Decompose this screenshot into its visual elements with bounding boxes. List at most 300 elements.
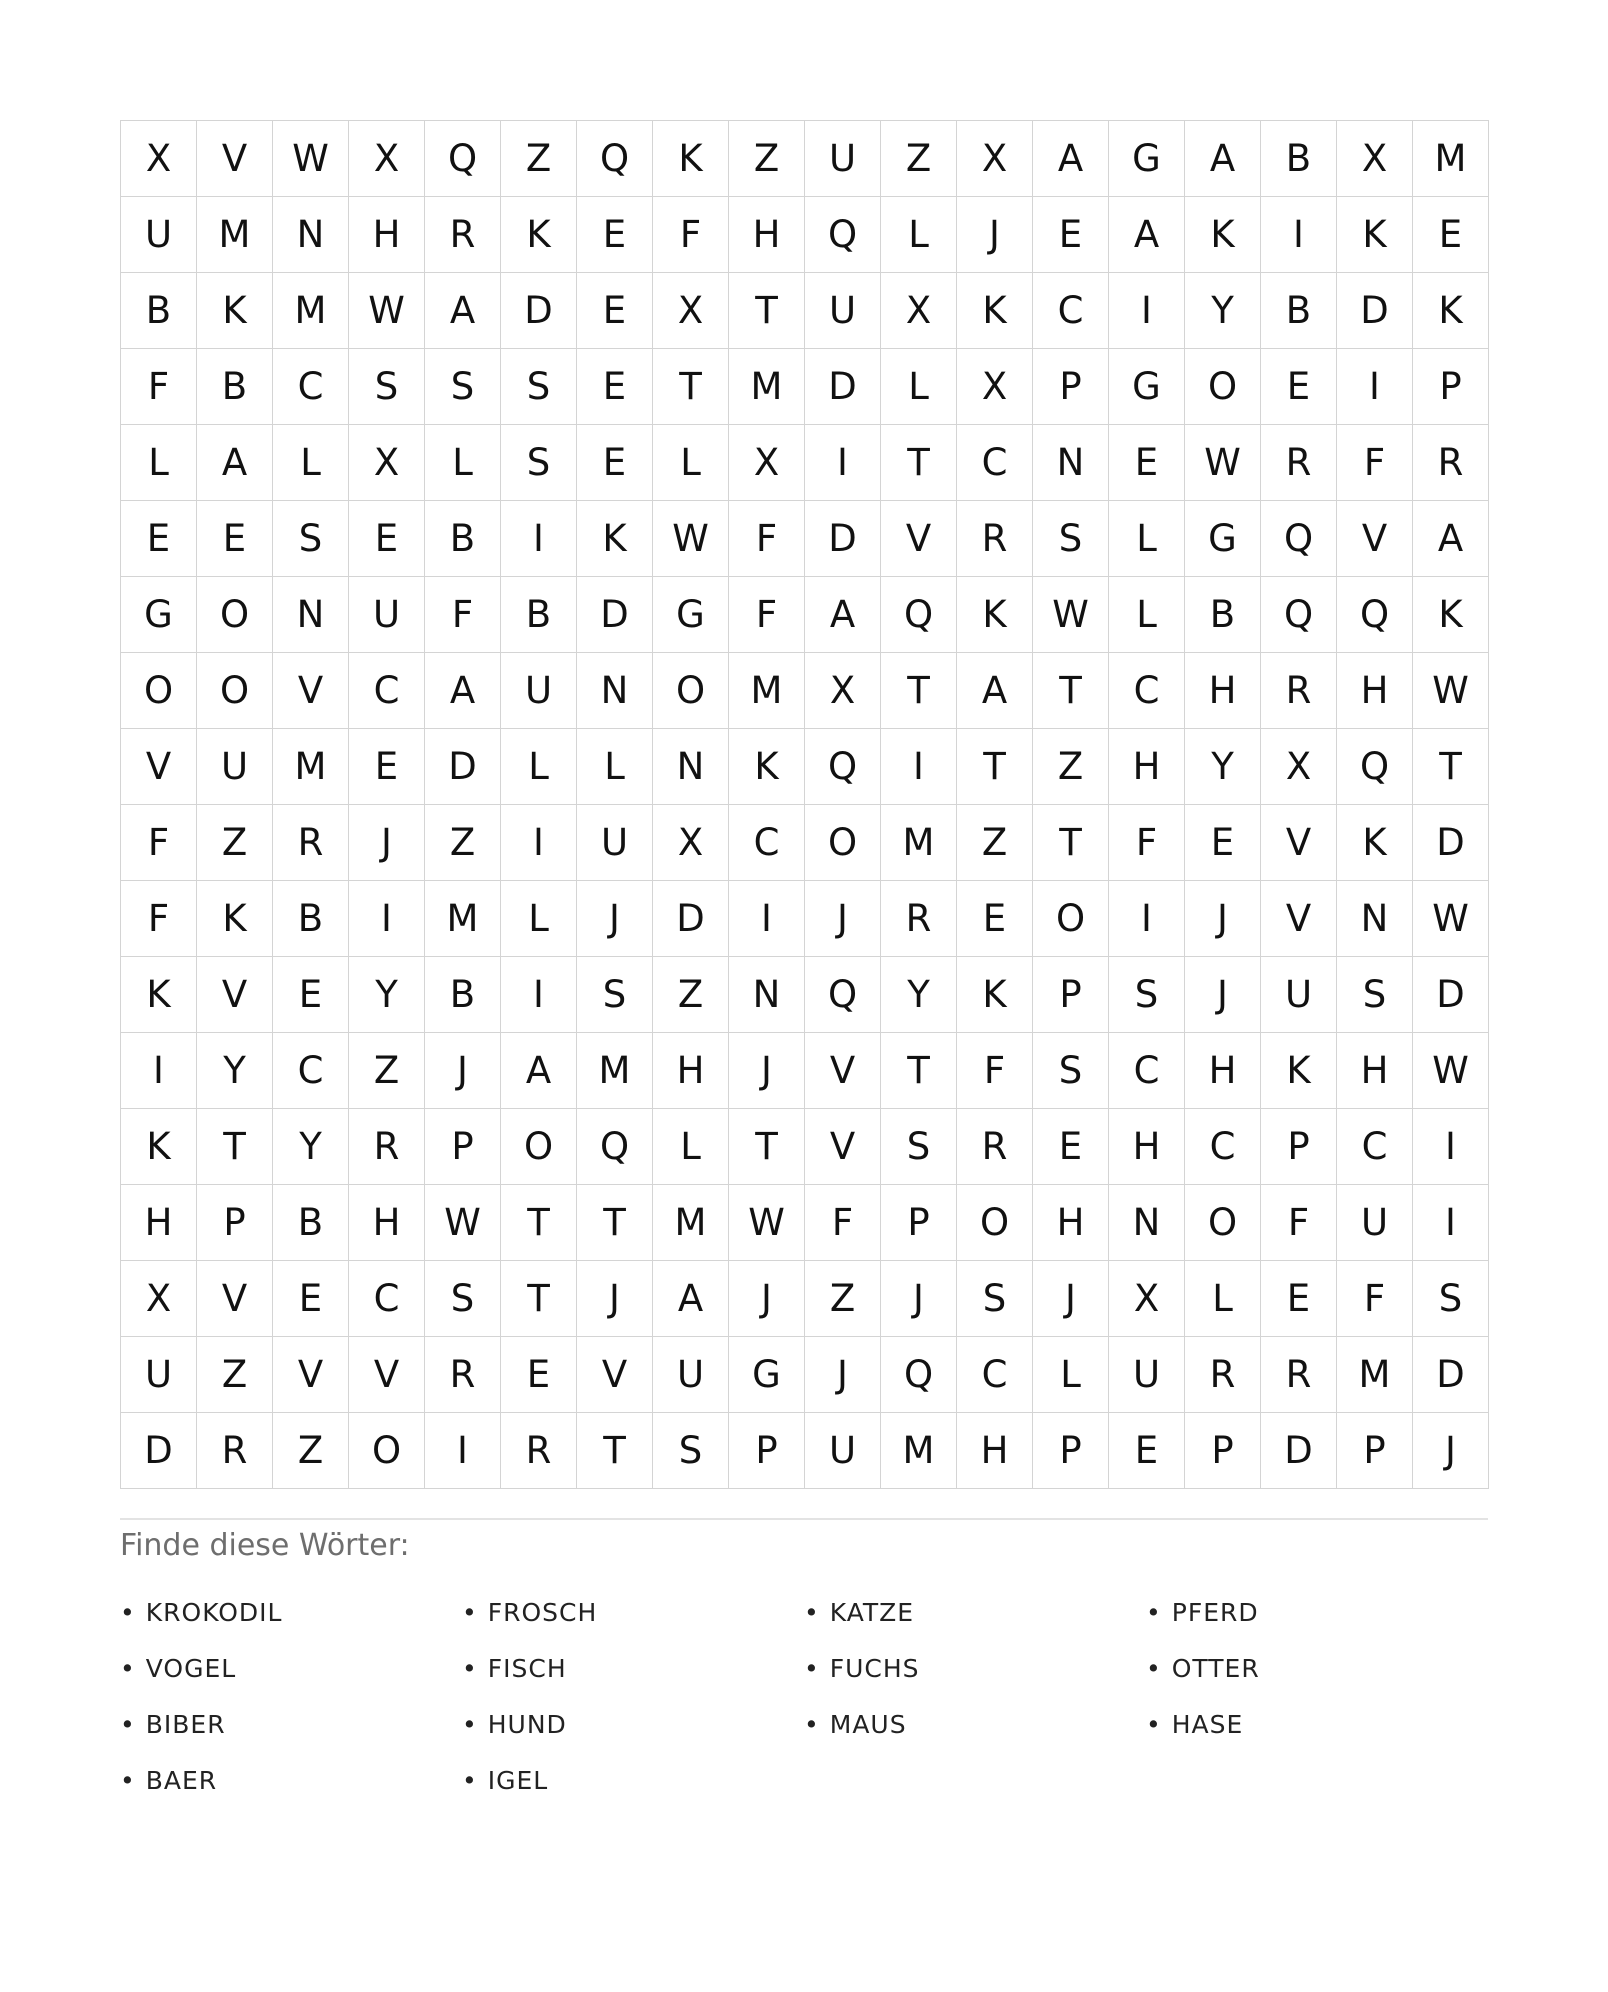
grid-cell[interactable]: X [805,653,881,729]
grid-cell[interactable]: Z [349,1033,425,1109]
grid-cell[interactable]: L [653,425,729,501]
grid-cell[interactable]: C [1337,1109,1413,1185]
grid-cell[interactable]: Z [653,957,729,1033]
grid-cell[interactable]: P [729,1413,805,1489]
grid-cell[interactable]: N [729,957,805,1033]
grid-cell[interactable]: Y [1185,273,1261,349]
grid-cell[interactable]: D [805,349,881,425]
grid-cell[interactable]: S [349,349,425,425]
grid-cell[interactable]: T [881,1033,957,1109]
grid-cell[interactable]: D [1413,1337,1489,1413]
grid-cell[interactable]: S [1033,1033,1109,1109]
grid-cell[interactable]: E [1413,197,1489,273]
grid-cell[interactable]: W [349,273,425,349]
grid-cell[interactable]: T [881,425,957,501]
grid-cell[interactable]: U [197,729,273,805]
grid-cell[interactable]: B [1261,273,1337,349]
grid-cell[interactable]: L [501,729,577,805]
grid-cell[interactable]: T [957,729,1033,805]
grid-cell[interactable]: M [1413,121,1489,197]
grid-cell[interactable]: T [577,1185,653,1261]
grid-cell[interactable]: V [273,653,349,729]
grid-cell[interactable]: Z [957,805,1033,881]
grid-cell[interactable]: E [273,957,349,1033]
grid-cell[interactable]: B [501,577,577,653]
grid-cell[interactable]: P [1337,1413,1413,1489]
grid-cell[interactable]: P [425,1109,501,1185]
grid-cell[interactable]: K [957,273,1033,349]
grid-cell[interactable]: Q [577,1109,653,1185]
grid-cell[interactable]: R [425,197,501,273]
grid-cell[interactable]: I [121,1033,197,1109]
grid-cell[interactable]: E [349,501,425,577]
grid-cell[interactable]: R [425,1337,501,1413]
grid-cell[interactable]: J [805,1337,881,1413]
grid-cell[interactable]: K [957,577,1033,653]
grid-cell[interactable]: P [1033,1413,1109,1489]
grid-cell[interactable]: J [957,197,1033,273]
grid-cell[interactable]: L [653,1109,729,1185]
grid-cell[interactable]: X [349,425,425,501]
grid-cell[interactable]: E [577,273,653,349]
grid-cell[interactable]: J [577,881,653,957]
grid-cell[interactable]: H [1337,653,1413,729]
grid-cell[interactable]: Q [1261,501,1337,577]
grid-cell[interactable]: H [729,197,805,273]
grid-cell[interactable]: X [349,121,425,197]
grid-cell[interactable]: V [1337,501,1413,577]
grid-cell[interactable]: X [121,121,197,197]
grid-cell[interactable]: B [273,881,349,957]
grid-cell[interactable]: Q [805,957,881,1033]
grid-cell[interactable]: E [1109,425,1185,501]
grid-cell[interactable]: L [577,729,653,805]
grid-cell[interactable]: Q [577,121,653,197]
grid-cell[interactable]: X [1109,1261,1185,1337]
grid-cell[interactable]: D [121,1413,197,1489]
grid-cell[interactable]: D [577,577,653,653]
grid-cell[interactable]: A [501,1033,577,1109]
grid-cell[interactable]: L [501,881,577,957]
grid-cell[interactable]: W [729,1185,805,1261]
grid-cell[interactable]: C [349,1261,425,1337]
grid-cell[interactable]: P [1033,957,1109,1033]
grid-cell[interactable]: P [1261,1109,1337,1185]
grid-cell[interactable]: Z [501,121,577,197]
grid-cell[interactable]: L [1109,577,1185,653]
grid-cell[interactable]: E [121,501,197,577]
grid-cell[interactable]: D [1413,957,1489,1033]
grid-cell[interactable]: I [805,425,881,501]
grid-cell[interactable]: B [1261,121,1337,197]
grid-cell[interactable]: R [1261,425,1337,501]
grid-cell[interactable]: R [1413,425,1489,501]
grid-cell[interactable]: T [653,349,729,425]
grid-cell[interactable]: L [121,425,197,501]
grid-cell[interactable]: W [273,121,349,197]
grid-cell[interactable]: B [273,1185,349,1261]
grid-cell[interactable]: M [729,653,805,729]
grid-cell[interactable]: D [805,501,881,577]
grid-cell[interactable]: G [653,577,729,653]
grid-cell[interactable]: R [197,1413,273,1489]
grid-cell[interactable]: B [121,273,197,349]
grid-cell[interactable]: X [121,1261,197,1337]
grid-cell[interactable]: E [1185,805,1261,881]
grid-cell[interactable]: M [273,729,349,805]
grid-cell[interactable]: I [729,881,805,957]
grid-cell[interactable]: S [653,1413,729,1489]
grid-cell[interactable]: S [273,501,349,577]
grid-cell[interactable]: F [1109,805,1185,881]
grid-cell[interactable]: Z [1033,729,1109,805]
grid-cell[interactable]: A [425,653,501,729]
grid-cell[interactable]: R [349,1109,425,1185]
grid-cell[interactable]: B [197,349,273,425]
grid-cell[interactable]: A [805,577,881,653]
grid-cell[interactable]: E [957,881,1033,957]
grid-cell[interactable]: C [273,349,349,425]
grid-cell[interactable]: O [197,653,273,729]
grid-cell[interactable]: W [653,501,729,577]
grid-cell[interactable]: U [121,197,197,273]
grid-cell[interactable]: D [425,729,501,805]
grid-cell[interactable]: D [1413,805,1489,881]
grid-cell[interactable]: Q [805,197,881,273]
grid-cell[interactable]: P [1413,349,1489,425]
grid-cell[interactable]: F [1337,1261,1413,1337]
grid-cell[interactable]: F [957,1033,1033,1109]
grid-cell[interactable]: Y [881,957,957,1033]
grid-cell[interactable]: S [1109,957,1185,1033]
grid-cell[interactable]: X [1261,729,1337,805]
grid-cell[interactable]: O [501,1109,577,1185]
grid-cell[interactable]: M [273,273,349,349]
grid-cell[interactable]: G [1109,121,1185,197]
grid-cell[interactable]: T [577,1413,653,1489]
grid-cell[interactable]: U [349,577,425,653]
grid-cell[interactable]: C [729,805,805,881]
grid-cell[interactable]: M [425,881,501,957]
grid-cell[interactable]: R [881,881,957,957]
grid-cell[interactable]: C [1109,1033,1185,1109]
grid-cell[interactable]: A [1413,501,1489,577]
grid-cell[interactable]: L [1185,1261,1261,1337]
grid-cell[interactable]: C [349,653,425,729]
grid-cell[interactable]: I [349,881,425,957]
grid-cell[interactable]: T [729,1109,805,1185]
grid-cell[interactable]: K [197,273,273,349]
grid-cell[interactable]: Z [273,1413,349,1489]
grid-cell[interactable]: Q [881,1337,957,1413]
grid-cell[interactable]: I [1413,1185,1489,1261]
grid-cell[interactable]: W [1413,653,1489,729]
grid-cell[interactable]: T [1033,805,1109,881]
grid-cell[interactable]: O [957,1185,1033,1261]
grid-cell[interactable]: L [1033,1337,1109,1413]
grid-cell[interactable]: U [653,1337,729,1413]
grid-cell[interactable]: D [653,881,729,957]
grid-cell[interactable]: A [957,653,1033,729]
grid-cell[interactable]: H [1109,1109,1185,1185]
grid-cell[interactable]: K [1413,273,1489,349]
grid-cell[interactable]: P [881,1185,957,1261]
grid-cell[interactable]: H [653,1033,729,1109]
grid-cell[interactable]: V [273,1337,349,1413]
grid-cell[interactable]: W [1185,425,1261,501]
grid-cell[interactable]: V [121,729,197,805]
grid-cell[interactable]: M [881,805,957,881]
grid-cell[interactable]: G [729,1337,805,1413]
grid-cell[interactable]: H [1337,1033,1413,1109]
grid-cell[interactable]: J [349,805,425,881]
grid-cell[interactable]: H [1109,729,1185,805]
grid-cell[interactable]: B [425,501,501,577]
grid-cell[interactable]: Z [805,1261,881,1337]
grid-cell[interactable]: E [577,425,653,501]
grid-cell[interactable]: A [425,273,501,349]
grid-cell[interactable]: Z [197,1337,273,1413]
grid-cell[interactable]: V [1261,881,1337,957]
grid-cell[interactable]: T [501,1185,577,1261]
grid-cell[interactable]: I [1109,881,1185,957]
grid-cell[interactable]: E [1109,1413,1185,1489]
grid-cell[interactable]: A [653,1261,729,1337]
grid-cell[interactable]: L [881,197,957,273]
grid-cell[interactable]: H [349,197,425,273]
grid-cell[interactable]: E [197,501,273,577]
grid-cell[interactable]: J [1413,1413,1489,1489]
grid-cell[interactable]: J [881,1261,957,1337]
grid-cell[interactable]: J [425,1033,501,1109]
grid-cell[interactable]: J [729,1261,805,1337]
grid-cell[interactable]: P [1033,349,1109,425]
grid-cell[interactable]: K [1185,197,1261,273]
grid-cell[interactable]: K [577,501,653,577]
grid-cell[interactable]: K [957,957,1033,1033]
grid-cell[interactable]: R [501,1413,577,1489]
grid-cell[interactable]: M [577,1033,653,1109]
grid-cell[interactable]: O [805,805,881,881]
grid-cell[interactable]: H [1033,1185,1109,1261]
grid-cell[interactable]: Y [1185,729,1261,805]
grid-cell[interactable]: G [1185,501,1261,577]
grid-cell[interactable]: P [197,1185,273,1261]
grid-cell[interactable]: P [1185,1413,1261,1489]
grid-cell[interactable]: F [653,197,729,273]
grid-cell[interactable]: W [1413,881,1489,957]
grid-cell[interactable]: U [1337,1185,1413,1261]
grid-cell[interactable]: C [1033,273,1109,349]
grid-cell[interactable]: L [881,349,957,425]
grid-cell[interactable]: D [1261,1413,1337,1489]
grid-cell[interactable]: U [805,121,881,197]
grid-cell[interactable]: Z [425,805,501,881]
grid-cell[interactable]: O [121,653,197,729]
grid-cell[interactable]: K [729,729,805,805]
grid-cell[interactable]: K [197,881,273,957]
grid-cell[interactable]: M [653,1185,729,1261]
grid-cell[interactable]: I [425,1413,501,1489]
grid-cell[interactable]: X [957,121,1033,197]
grid-cell[interactable]: F [1337,425,1413,501]
grid-cell[interactable]: N [653,729,729,805]
grid-cell[interactable]: A [1109,197,1185,273]
grid-cell[interactable]: U [1109,1337,1185,1413]
grid-cell[interactable]: O [349,1413,425,1489]
grid-cell[interactable]: V [805,1033,881,1109]
grid-cell[interactable]: S [1033,501,1109,577]
grid-cell[interactable]: E [1261,349,1337,425]
grid-cell[interactable]: U [805,1413,881,1489]
grid-cell[interactable]: Z [197,805,273,881]
grid-cell[interactable]: L [1109,501,1185,577]
grid-cell[interactable]: R [957,501,1033,577]
grid-cell[interactable]: X [653,805,729,881]
grid-cell[interactable]: F [425,577,501,653]
grid-cell[interactable]: H [349,1185,425,1261]
grid-cell[interactable]: T [1033,653,1109,729]
grid-cell[interactable]: R [957,1109,1033,1185]
grid-cell[interactable]: W [1033,577,1109,653]
grid-cell[interactable]: S [1413,1261,1489,1337]
grid-cell[interactable]: J [577,1261,653,1337]
grid-cell[interactable]: I [1109,273,1185,349]
grid-cell[interactable]: V [197,1261,273,1337]
grid-cell[interactable]: L [425,425,501,501]
grid-cell[interactable]: H [1185,1033,1261,1109]
grid-cell[interactable]: Z [881,121,957,197]
grid-cell[interactable]: E [273,1261,349,1337]
grid-cell[interactable]: V [197,957,273,1033]
grid-cell[interactable]: G [121,577,197,653]
grid-cell[interactable]: K [1337,805,1413,881]
grid-cell[interactable]: K [653,121,729,197]
grid-cell[interactable]: C [273,1033,349,1109]
grid-cell[interactable]: V [349,1337,425,1413]
grid-cell[interactable]: F [729,577,805,653]
grid-cell[interactable]: O [1033,881,1109,957]
grid-cell[interactable]: E [1033,197,1109,273]
grid-cell[interactable]: T [729,273,805,349]
grid-cell[interactable]: N [273,577,349,653]
grid-cell[interactable]: O [1185,349,1261,425]
grid-cell[interactable]: Y [273,1109,349,1185]
grid-cell[interactable]: O [653,653,729,729]
grid-cell[interactable]: U [121,1337,197,1413]
grid-cell[interactable]: X [729,425,805,501]
grid-cell[interactable]: L [273,425,349,501]
grid-cell[interactable]: C [1185,1109,1261,1185]
grid-cell[interactable]: J [1185,957,1261,1033]
grid-cell[interactable]: V [577,1337,653,1413]
grid-cell[interactable]: D [501,273,577,349]
grid-cell[interactable]: F [729,501,805,577]
grid-cell[interactable]: H [121,1185,197,1261]
grid-cell[interactable]: J [1185,881,1261,957]
grid-cell[interactable]: N [273,197,349,273]
grid-cell[interactable]: X [1337,121,1413,197]
grid-cell[interactable]: R [1261,1337,1337,1413]
grid-cell[interactable]: T [501,1261,577,1337]
grid-cell[interactable]: M [729,349,805,425]
grid-cell[interactable]: I [1337,349,1413,425]
grid-cell[interactable]: K [501,197,577,273]
grid-cell[interactable]: S [425,1261,501,1337]
grid-cell[interactable]: T [1413,729,1489,805]
grid-cell[interactable]: C [957,1337,1033,1413]
grid-cell[interactable]: S [881,1109,957,1185]
grid-cell[interactable]: D [1337,273,1413,349]
grid-cell[interactable]: E [349,729,425,805]
grid-cell[interactable]: U [501,653,577,729]
grid-cell[interactable]: E [577,349,653,425]
grid-cell[interactable]: F [121,881,197,957]
grid-cell[interactable]: H [957,1413,1033,1489]
grid-cell[interactable]: F [121,349,197,425]
grid-cell[interactable]: N [577,653,653,729]
grid-cell[interactable]: K [121,957,197,1033]
grid-cell[interactable]: S [501,425,577,501]
grid-cell[interactable]: O [1185,1185,1261,1261]
grid-cell[interactable]: K [1413,577,1489,653]
grid-cell[interactable]: E [1033,1109,1109,1185]
grid-cell[interactable]: Y [349,957,425,1033]
grid-cell[interactable]: T [197,1109,273,1185]
grid-cell[interactable]: N [1337,881,1413,957]
grid-cell[interactable]: A [197,425,273,501]
grid-cell[interactable]: Q [1261,577,1337,653]
grid-cell[interactable]: J [805,881,881,957]
grid-cell[interactable]: Q [425,121,501,197]
grid-cell[interactable]: B [1185,577,1261,653]
grid-cell[interactable]: U [577,805,653,881]
grid-cell[interactable]: J [729,1033,805,1109]
grid-cell[interactable]: R [273,805,349,881]
grid-cell[interactable]: S [577,957,653,1033]
grid-cell[interactable]: F [121,805,197,881]
grid-cell[interactable]: Q [1337,729,1413,805]
grid-cell[interactable]: I [501,501,577,577]
grid-cell[interactable]: W [425,1185,501,1261]
grid-cell[interactable]: I [881,729,957,805]
grid-cell[interactable]: F [805,1185,881,1261]
grid-cell[interactable]: W [1413,1033,1489,1109]
grid-cell[interactable]: X [957,349,1033,425]
grid-cell[interactable]: R [1185,1337,1261,1413]
grid-cell[interactable]: M [197,197,273,273]
grid-cell[interactable]: R [1261,653,1337,729]
grid-cell[interactable]: G [1109,349,1185,425]
grid-cell[interactable]: V [197,121,273,197]
grid-cell[interactable]: I [501,957,577,1033]
grid-cell[interactable]: T [881,653,957,729]
grid-cell[interactable]: S [425,349,501,425]
grid-cell[interactable]: E [1261,1261,1337,1337]
grid-cell[interactable]: N [1033,425,1109,501]
grid-cell[interactable]: K [121,1109,197,1185]
grid-cell[interactable]: O [197,577,273,653]
grid-cell[interactable]: U [1261,957,1337,1033]
grid-cell[interactable]: C [957,425,1033,501]
grid-cell[interactable]: U [805,273,881,349]
grid-cell[interactable]: I [501,805,577,881]
grid-cell[interactable]: X [881,273,957,349]
grid-cell[interactable]: F [1261,1185,1337,1261]
grid-cell[interactable]: V [1261,805,1337,881]
grid-cell[interactable]: Y [197,1033,273,1109]
grid-cell[interactable]: X [653,273,729,349]
